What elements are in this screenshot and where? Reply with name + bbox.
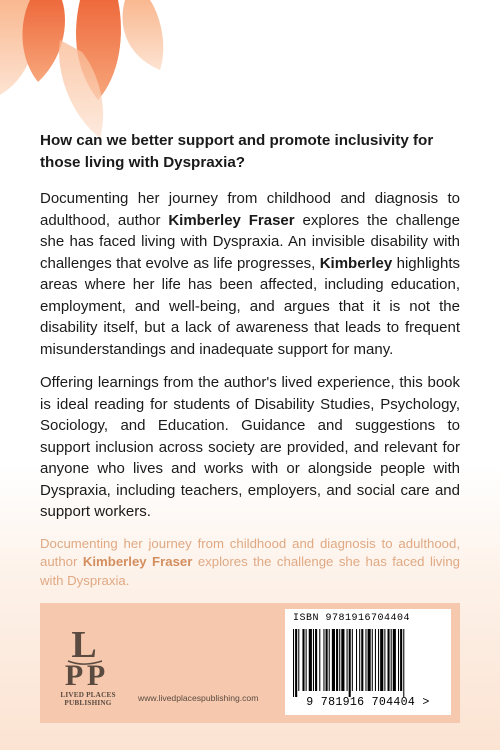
flower-petals-decoration	[0, 0, 175, 140]
barcode-bar	[332, 629, 335, 691]
publisher-logo-icon	[54, 621, 114, 701]
author-name: Kimberley Fraser	[168, 211, 295, 229]
barcode-bar	[326, 629, 328, 691]
barcode-bar	[393, 629, 396, 691]
barcode-bar	[365, 629, 366, 691]
barcode-bar	[359, 629, 360, 691]
barcode-bar	[372, 629, 373, 691]
excerpt-text-1: Documenting her journey from childhood and diagnosis to adulthood, author	[40, 535, 460, 569]
barcode-bar	[298, 629, 299, 691]
tagline-question: How can we better support and promote inclusivity for those living with Dyspraxia?	[40, 132, 434, 171]
barcode-bar	[306, 629, 307, 691]
barcode-bar	[347, 629, 348, 691]
barcode-icon	[289, 629, 447, 697]
barcode-bar	[375, 629, 376, 691]
barcode-bar	[341, 629, 344, 691]
svg-text:P: P	[64, 659, 84, 692]
barcode-bar	[313, 629, 314, 691]
barcode-bar	[295, 629, 297, 697]
publisher-name-line-1: LIVED PLACES	[60, 691, 116, 699]
excerpt-text-2: explores the challenge she has faced living with Dyspraxia.	[40, 554, 460, 588]
barcode-bar	[352, 629, 353, 691]
barcode-bar	[349, 629, 351, 697]
barcode-bar	[384, 629, 385, 691]
isbn-label: ISBN 9781916704404	[293, 613, 411, 624]
barcode-bar	[403, 629, 404, 697]
barcode-bar	[391, 629, 392, 691]
desc1-text-1: Documenting her journey from childhood and diagnosis to adulthood, author	[40, 190, 460, 229]
publisher-name	[46, 691, 130, 708]
barcode-bar	[339, 629, 340, 691]
description-paragraph-1	[40, 188, 460, 360]
barcode-bar	[336, 629, 338, 691]
excerpt-author-name: Kimberley Fraser	[82, 554, 193, 569]
back-cover-text	[40, 130, 460, 590]
barcode-bar	[380, 629, 383, 691]
barcode-bar	[315, 629, 317, 691]
svg-text:P: P	[86, 659, 106, 692]
barcode-bar	[329, 629, 330, 691]
desc1-text-3: highlights areas where her life has been affected, including education, employment, and well-being, and argues that it is not the disability itself, but a lack of awareness that leads to frequent misunderstandings and inadequate support for many.	[40, 254, 460, 358]
description-paragraph-2: Offering learnings from the author's lived experience, this book is ideal reading for students of Disability Studies, Psychology, Sociology, and Education. Guidance and suggestions to support inclusion across society are provided, and relevant for anyone who lives and works with or alongside people with Dyspraxia, including teachers, employers, and social care and support workers.	[40, 374, 460, 520]
barcode-bar	[378, 629, 379, 691]
barcode-bar	[361, 629, 363, 691]
barcode-bar	[323, 629, 324, 691]
publisher-name-line-2: PUBLISHING	[64, 699, 112, 708]
barcode-bar	[309, 629, 312, 691]
barcode-bar	[388, 629, 390, 691]
publisher-panel	[40, 603, 460, 723]
barcode-bar	[356, 629, 357, 691]
barcode-bar	[400, 629, 402, 691]
barcode-bar	[368, 629, 371, 691]
barcode-bar	[302, 629, 304, 691]
desc1-text-2: explores the challenge she has faced living with Dyspraxia. An invisible disability with challenges that evolve as life progresses,	[40, 211, 460, 272]
excerpt-paragraph	[40, 535, 460, 591]
svg-text:L: L	[71, 624, 97, 666]
barcode-bar	[319, 629, 320, 691]
isbn-barcode-block	[285, 609, 451, 715]
author-first-name: Kimberley	[319, 254, 393, 272]
publisher-website: www.livedplacespublishing.com	[138, 693, 259, 703]
barcode-bar	[398, 629, 399, 691]
barcode-number: 9 781916 704404 >	[306, 696, 430, 709]
barcode-bar	[293, 629, 294, 697]
